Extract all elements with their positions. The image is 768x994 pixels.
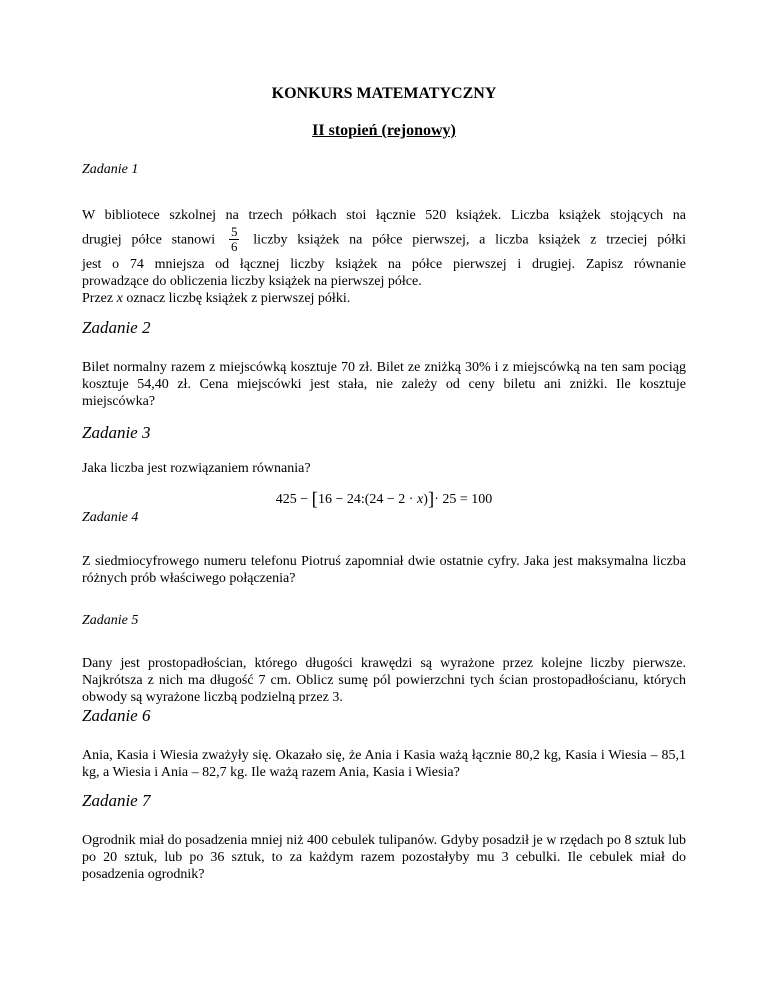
equation-left-bracket: [ [311, 489, 318, 510]
variable-x: x [116, 291, 123, 306]
task-5-text [82, 655, 686, 706]
task-5-heading: Zadanie 5 [82, 613, 139, 628]
task-3-text [82, 460, 686, 477]
task-5-paragraph: Dany jest prostopadłościan, którego długości krawędzi są wyrażone przez kolejne liczby pierwsze. Najkrótsza z nich ma długość 7 cm. Oblicz sumę pól powierzchni tych ścian prostopadłościanu, których obwody są wyrażone liczbą podzielną przez 3. [82, 656, 686, 705]
task-3-heading: Zadanie 3 [82, 423, 151, 442]
equation-part-d: · 25 = 100 [434, 492, 493, 507]
document-subtitle: II stopień (rejonowy) [312, 122, 456, 139]
task-4-text [82, 553, 686, 587]
equation-part-a: 425 − [275, 492, 312, 507]
task-2-paragraph: Bilet normalny razem z miejscówką kosztuje 70 zł. Bilet ze zniżką 30% i z miejscówką na ten sam pociąg kosztuje 54,40 zł. Cena miejscówki jest stała, nie zależy od ceny biletu ani zniżki. Ile kosztuje miejscówka? [82, 360, 686, 409]
task-1-line-5-start: Przez [82, 291, 114, 306]
task-1-line-2-end: liczby książek na półce pierwszej, a liczba książek z trzeciej półki [253, 232, 686, 248]
task-1-line-3: jest o 74 mniejsza od łącznej liczby książek na półce pierwszej i drugiej. Zapisz równanie [82, 257, 686, 272]
fraction-five-sixths [229, 225, 240, 254]
task-7-text [82, 832, 686, 883]
task-4-heading: Zadanie 4 [82, 510, 139, 525]
task-7-heading: Zadanie 7 [82, 791, 151, 810]
task-1-line-4: prowadzące do obliczenia liczby książek na pierwszej półce. [82, 274, 422, 289]
task-1-heading: Zadanie 1 [82, 162, 139, 177]
equation [0, 487, 768, 509]
task-2-heading: Zadanie 2 [82, 318, 151, 337]
task-7-paragraph: Ogrodnik miał do posadzenia mniej niż 400 cebulek tulipanów. Gdyby posadził je w rzędach po 8 sztuk lub po 20 sztuk, lub po 36 sztuk, to za każdym razem pozostałyby mu 3 cebulki. Ile cebulek miał do posadzenia ogrodnik? [82, 833, 686, 882]
equation-part-b: 16 − 24:(24 − 2 · [317, 492, 417, 507]
document-title: KONKURS MATEMATYCZNY [271, 85, 497, 102]
task-1-line-5-end: oznacz liczbę książek z pierwszej półki. [126, 291, 351, 306]
task-4-paragraph: Z siedmiocyfrowego numeru telefonu Piotruś zapomniał dwie ostatnie cyfry. Jaka jest maksymalna liczba różnych prób właściwego połączenia? [82, 554, 686, 586]
task-3-paragraph: Jaka liczba jest rozwiązaniem równania? [82, 461, 311, 476]
task-6-paragraph: Ania, Kasia i Wiesia zważyły się. Okazało się, że Ania i Kasia ważą łącznie 80,2 kg, Kasia i Wiesia – 85,1 kg, a Wiesia i Ania – 82,7 kg. Ile ważą razem Ania, Kasia i Wiesia? [82, 748, 686, 780]
equation-variable-x: x [416, 492, 424, 507]
task-6-text [82, 747, 686, 781]
task-6-heading: Zadanie 6 [82, 706, 151, 725]
task-1-line-1: W bibliotece szkolnej na trzech półkach stoi łącznie 520 książek. Liczba książek stojących na [82, 208, 686, 223]
equation-right-bracket: ] [427, 489, 435, 510]
task-1-line-5 [82, 290, 686, 307]
fraction-denominator: 6 [230, 239, 238, 254]
task-1-line-2 [82, 226, 686, 255]
task-2-text [82, 359, 686, 410]
task-1-text [82, 207, 686, 307]
task-1-line-2-start: drugiej półce stanowi [82, 232, 216, 248]
equation-part-c: ) [423, 492, 428, 507]
fraction-numerator: 5 [230, 224, 238, 239]
